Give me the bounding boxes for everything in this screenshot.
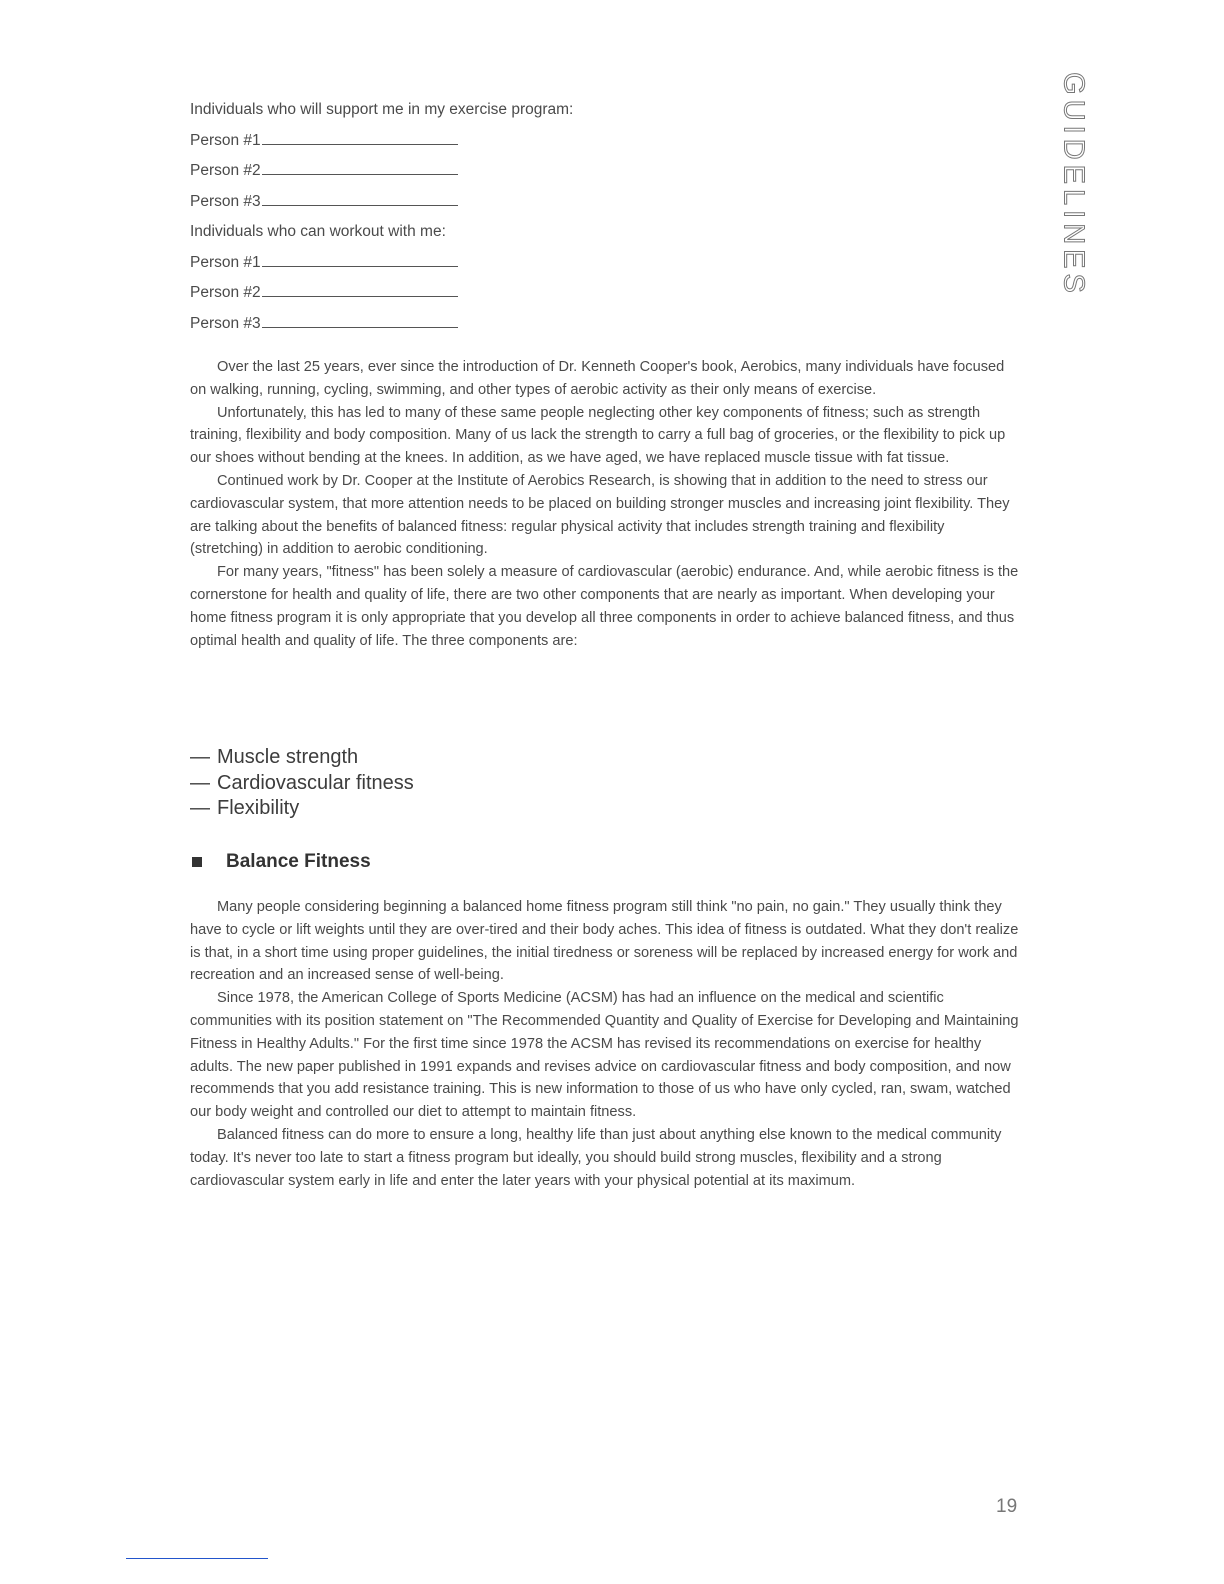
balance-section xyxy=(190,896,1020,1192)
list-item xyxy=(190,771,414,797)
section-heading xyxy=(192,851,371,873)
support-person-2-line xyxy=(190,156,750,187)
person-blank[interactable] xyxy=(262,130,458,145)
square-bullet-icon xyxy=(192,857,202,867)
person-blank[interactable] xyxy=(262,191,458,206)
component-label: Flexibility xyxy=(217,797,300,819)
dash-marker: — xyxy=(190,746,210,768)
dash-marker: — xyxy=(190,771,210,794)
workout-person-3-line xyxy=(190,309,750,340)
person-blank[interactable] xyxy=(262,160,458,175)
intro-section xyxy=(190,356,1020,652)
person-label: Person #3 xyxy=(190,314,261,332)
side-tab-label xyxy=(1048,72,1098,298)
balance-paragraph: Balanced fitness can do more to ensure a long, healthy life than just about anything else known to the medical community today. It's never too late to start a fitness program but ideally, you should build strong muscles, flexibility and a strong cardiovascular system early in life and enter the later years with your physical potential at its maximum. xyxy=(190,1126,1002,1189)
intro-paragraph: Continued work by Dr. Cooper at the Institute of Aerobics Research, is showing that in addition to the need to stress our cardiovascular system, that more attention needs to be placed on building stronger muscles and increasing joint flexibility. They are talking about the benefits of balanced fitness: regular physical activity that includes strength training and flexibility (stretching) in addition to aerobic conditioning. xyxy=(190,472,1010,558)
person-blank[interactable] xyxy=(262,282,458,297)
person-label: Person #2 xyxy=(190,284,261,301)
support-form xyxy=(190,95,750,339)
page-number: 19 xyxy=(996,1496,1018,1517)
component-label: Cardiovascular fitness xyxy=(217,771,414,794)
balance-paragraph: Since 1978, the American College of Sports Medicine (ACSM) has had an influence on the medical and scientific communities with its position statement on "The Recommended Quantity and Quality of Exercise for Developing and Maintaining Fitness in Healthy Adults." For the first time since 1978 the ACSM has revised its recommendations on exercise for healthy adults. The new paper published in 1991 expands and revises advice on cardiovascular fitness and body composition, and now recommends that you add resistance training. This is new information to those of us who have only cycled, ran, swam, watched our body weight and controlled our diet to attempt to maintain fitness. xyxy=(190,990,1019,1121)
workout-person-2-line xyxy=(190,278,750,309)
person-blank[interactable] xyxy=(262,313,458,328)
list-item xyxy=(190,745,414,771)
dash-marker: — xyxy=(190,797,210,819)
component-label: Muscle strength xyxy=(217,746,359,768)
person-label: Person #3 xyxy=(190,192,261,210)
person-label: Person #1 xyxy=(190,131,261,149)
person-label: Person #1 xyxy=(190,253,261,271)
workout-person-1-line xyxy=(190,248,750,279)
support-person-3-line xyxy=(190,187,750,218)
balance-paragraph: Many people considering beginning a balanced home fitness program still think "no pain, no gain." They usually think they have to cycle or lift weights until they are over-tired and their body aches. This idea of fitness is outdated. What they don't realize is that, in a short time using proper guidelines, the initial tiredness or soreness will be replaced by increased energy for work and recreation and an increased sense of well-being. xyxy=(190,899,1019,984)
person-label: Person #2 xyxy=(190,162,261,179)
support-person-1-line xyxy=(190,126,750,157)
workout-heading: Individuals who can workout with me: xyxy=(190,223,446,240)
section-heading-text: Balance Fitness xyxy=(226,851,371,872)
components-list xyxy=(190,745,414,822)
footer-divider xyxy=(126,1558,268,1559)
side-tab-text: GUIDELINES xyxy=(1057,72,1090,298)
intro-paragraph: For many years, "fitness" has been solely a measure of cardiovascular (aerobic) endurance. And, while aerobic fitness is the cornerstone for health and quality of life, there are two other components that are nearly as important. When developing your home fitness program it is only appropriate that you develop all three components in order to achieve balanced fitness, and thus optimal health and quality of life. The three components are: xyxy=(190,564,1019,649)
intro-paragraph: Over the last 25 years, ever since the introduction of Dr. Kenneth Cooper's book, Aerobics, many individuals have focused on walking, running, cycling, swimming, and other types of aerobic activity as their only means of exercise. xyxy=(190,359,1005,398)
intro-paragraph: Unfortunately, this has led to many of these same people neglecting other key components of fitness; such as strength training, flexibility and body composition. Many of us lack the strength to carry a full bag of groceries, or the flexibility to pick up our shoes without bending at the knees. In addition, as we have aged, we have replaced muscle tissue with fat tissue. xyxy=(190,404,1006,467)
list-item xyxy=(190,796,414,822)
person-blank[interactable] xyxy=(262,252,458,267)
support-heading: Individuals who will support me in my exercise program: xyxy=(190,101,574,118)
